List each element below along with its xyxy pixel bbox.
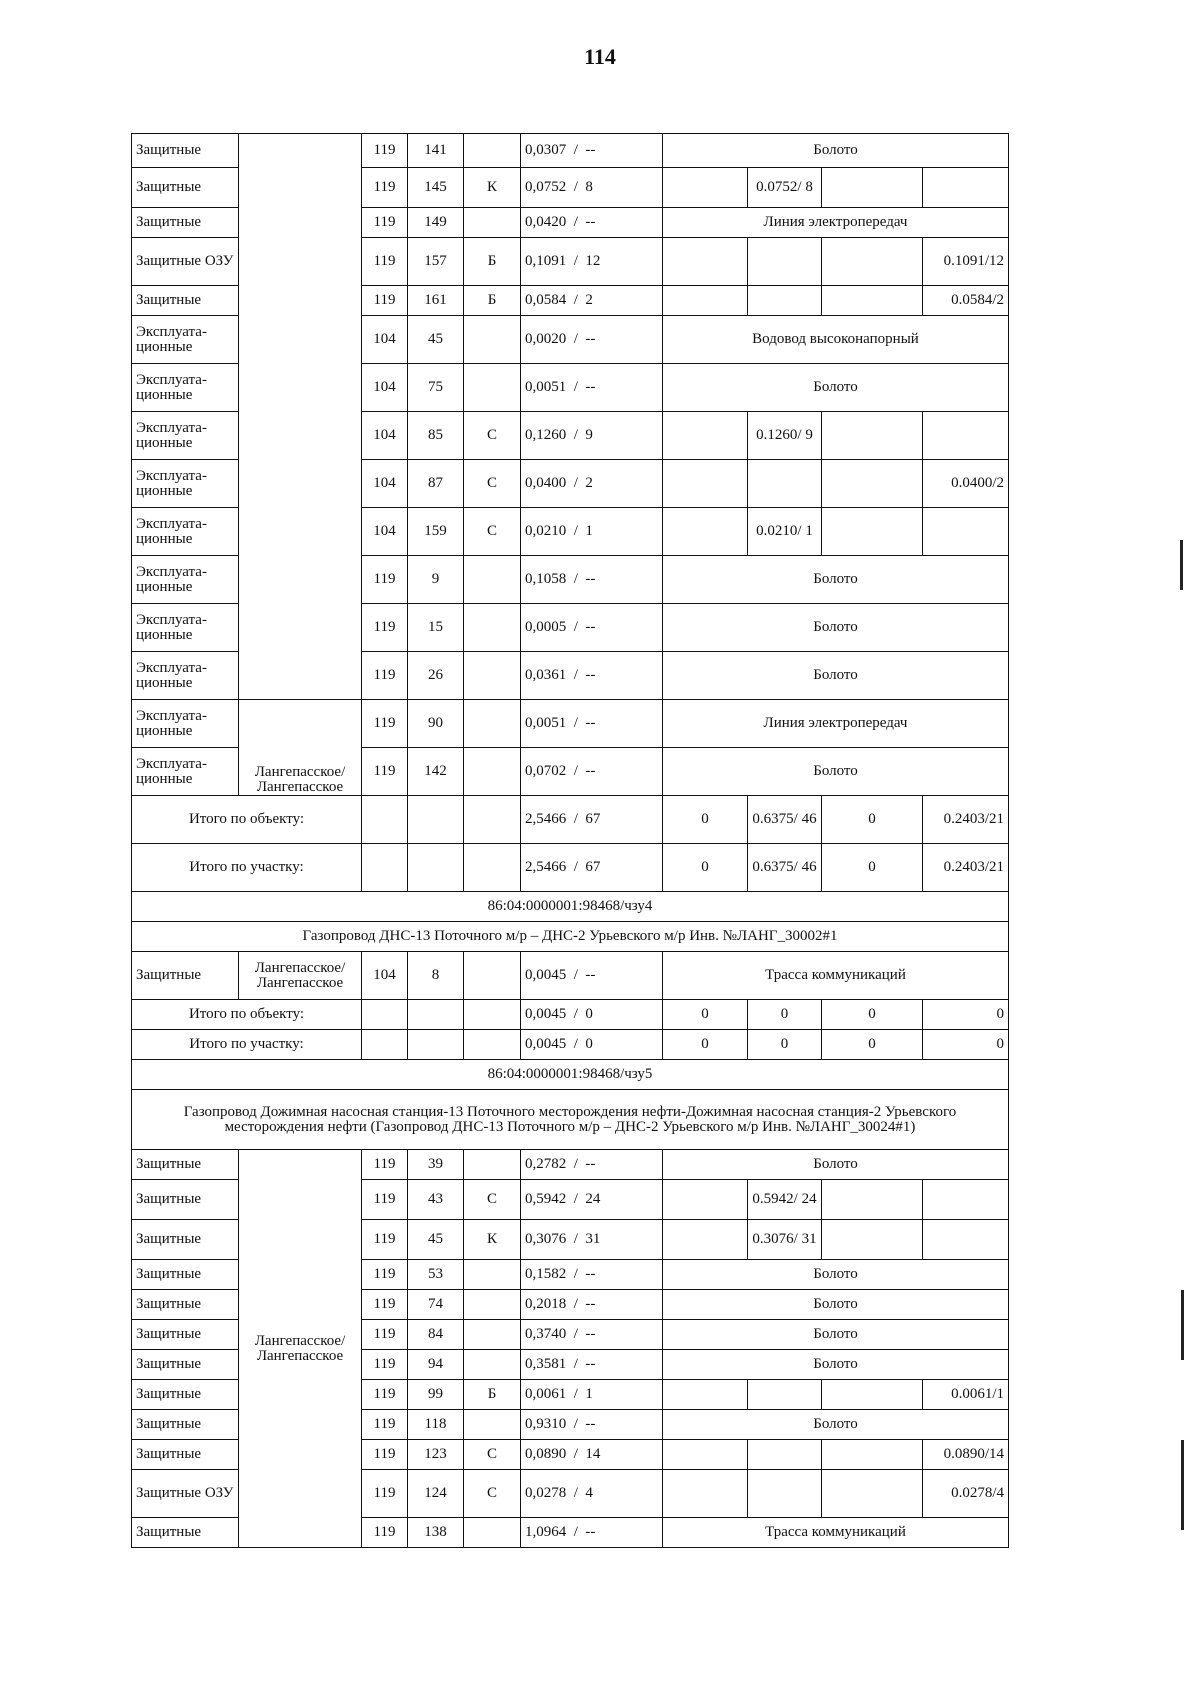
plot-number-cell: 99 <box>408 1380 464 1410</box>
class-cell <box>464 700 521 748</box>
total-area-cell: 0,0045 / 0 <box>521 1030 663 1060</box>
quarter-cell: 119 <box>362 1150 408 1180</box>
quarter-cell: 119 <box>362 604 408 652</box>
empty-cell <box>408 796 464 844</box>
note-cell: Болото <box>663 748 1009 796</box>
category-value-cell <box>663 286 748 316</box>
class-cell: К <box>464 168 521 208</box>
category-value-cell <box>822 286 923 316</box>
category-value-cell <box>663 1220 748 1260</box>
quarter-cell: 119 <box>362 238 408 286</box>
plot-number-cell: 142 <box>408 748 464 796</box>
area-cell: 0,0400 / 2 <box>521 460 663 508</box>
area-cell: 0,3740 / -- <box>521 1320 663 1350</box>
total-value-cell: 0.6375/ 46 <box>748 796 822 844</box>
scan-edge-mark <box>1180 540 1183 590</box>
total-value-cell: 0.2403/21 <box>923 844 1009 892</box>
quarter-cell: 104 <box>362 316 408 364</box>
class-cell <box>464 134 521 168</box>
land-category-cell: Эксплуата-ционные <box>132 604 239 652</box>
cadastral-number: 86:04:0000001:98468/чзу5 <box>132 1060 1009 1090</box>
scan-edge-mark <box>1181 1290 1184 1360</box>
land-category-cell: Защитные <box>132 1440 239 1470</box>
plot-number-cell: 39 <box>408 1150 464 1180</box>
category-value-cell <box>923 508 1009 556</box>
plot-number-cell: 84 <box>408 1320 464 1350</box>
category-value-cell <box>923 168 1009 208</box>
plot-number-cell: 159 <box>408 508 464 556</box>
category-value-cell <box>748 1470 822 1518</box>
quarter-cell: 119 <box>362 652 408 700</box>
empty-cell <box>362 1000 408 1030</box>
area-cell: 0,0005 / -- <box>521 604 663 652</box>
total-row <box>132 1000 1009 1030</box>
quarter-cell: 119 <box>362 700 408 748</box>
plot-number-cell: 94 <box>408 1350 464 1380</box>
note-cell: Трасса коммуникаций <box>663 1518 1009 1548</box>
plot-number-cell: 124 <box>408 1470 464 1518</box>
area-cell: 0,2018 / -- <box>521 1290 663 1320</box>
plot-number-cell: 87 <box>408 460 464 508</box>
land-category-cell: Защитные <box>132 1150 239 1180</box>
total-value-cell: 0 <box>748 1000 822 1030</box>
category-value-cell <box>822 460 923 508</box>
area-cell: 0,0361 / -- <box>521 652 663 700</box>
land-category-cell: Защитные <box>132 1380 239 1410</box>
plot-number-cell: 85 <box>408 412 464 460</box>
class-cell: К <box>464 1220 521 1260</box>
land-category-cell: Защитные ОЗУ <box>132 1470 239 1518</box>
empty-cell <box>408 1030 464 1060</box>
quarter-cell: 119 <box>362 168 408 208</box>
class-cell <box>464 208 521 238</box>
class-cell <box>464 364 521 412</box>
category-value-cell <box>822 1380 923 1410</box>
table-row <box>132 700 1009 748</box>
class-cell: Б <box>464 238 521 286</box>
plot-number-cell: 74 <box>408 1290 464 1320</box>
category-value-cell <box>923 1220 1009 1260</box>
class-cell: С <box>464 460 521 508</box>
total-label: Итого по участку: <box>132 1030 362 1060</box>
object-title: Газопровод Дожимная насосная станция-13 Поточного месторождения нефти-Дожимная насосная станция-2 Урьевского месторождения нефти (Газопровод ДНС-13 Поточного м/р – ДНС-2 Урьевского м/р Инв. №ЛАНГ_30024#1) <box>132 1090 1009 1150</box>
empty-cell <box>464 1000 521 1030</box>
class-cell: С <box>464 1470 521 1518</box>
total-row <box>132 796 1009 844</box>
quarter-cell: 104 <box>362 460 408 508</box>
total-value-cell: 0 <box>822 844 923 892</box>
area-cell: 0,1058 / -- <box>521 556 663 604</box>
class-cell <box>464 1350 521 1380</box>
category-value-cell: 0.0061/1 <box>923 1380 1009 1410</box>
plot-number-cell: 9 <box>408 556 464 604</box>
category-value-cell <box>822 508 923 556</box>
category-value-cell: 0.0210/ 1 <box>748 508 822 556</box>
total-area-cell: 2,5466 / 67 <box>521 796 663 844</box>
total-value-cell: 0.2403/21 <box>923 796 1009 844</box>
class-cell <box>464 1150 521 1180</box>
area-cell: 0,0307 / -- <box>521 134 663 168</box>
land-category-cell: Эксплуата-ционные <box>132 364 239 412</box>
total-value-cell: 0 <box>822 796 923 844</box>
quarter-cell: 104 <box>362 412 408 460</box>
category-value-cell: 0.5942/ 24 <box>748 1180 822 1220</box>
plot-number-cell: 43 <box>408 1180 464 1220</box>
plot-number-cell: 138 <box>408 1518 464 1548</box>
note-cell: Болото <box>663 604 1009 652</box>
total-value-cell: 0 <box>822 1030 923 1060</box>
category-value-cell <box>822 412 923 460</box>
land-category-cell: Защитные <box>132 1320 239 1350</box>
category-value-cell: 0.3076/ 31 <box>748 1220 822 1260</box>
quarter-cell: 119 <box>362 1260 408 1290</box>
quarter-cell: 119 <box>362 1440 408 1470</box>
land-category-cell: Эксплуата-ционные <box>132 460 239 508</box>
class-cell: Б <box>464 1380 521 1410</box>
class-cell <box>464 1410 521 1440</box>
quarter-cell: 104 <box>362 508 408 556</box>
total-area-cell: 0,0045 / 0 <box>521 1000 663 1030</box>
category-value-cell <box>663 1440 748 1470</box>
area-cell: 0,3076 / 31 <box>521 1220 663 1260</box>
category-value-cell <box>822 238 923 286</box>
area-cell: 0,0702 / -- <box>521 748 663 796</box>
category-value-cell <box>748 238 822 286</box>
area-cell: 0,3581 / -- <box>521 1350 663 1380</box>
class-cell: С <box>464 1440 521 1470</box>
category-value-cell <box>748 1440 822 1470</box>
area-cell: 0,0210 / 1 <box>521 508 663 556</box>
land-category-cell: Эксплуата-ционные <box>132 316 239 364</box>
class-cell <box>464 1320 521 1350</box>
plot-number-cell: 45 <box>408 1220 464 1260</box>
class-cell <box>464 604 521 652</box>
area-cell: 0,1260 / 9 <box>521 412 663 460</box>
land-category-cell: Защитные <box>132 1410 239 1440</box>
scan-edge-mark <box>1181 1440 1184 1530</box>
note-cell: Болото <box>663 1150 1009 1180</box>
class-cell <box>464 1260 521 1290</box>
area-cell: 0,0420 / -- <box>521 208 663 238</box>
class-cell: С <box>464 412 521 460</box>
table-row <box>132 952 1009 1000</box>
area-cell: 0,0278 / 4 <box>521 1470 663 1518</box>
class-cell: С <box>464 508 521 556</box>
quarter-cell: 119 <box>362 1518 408 1548</box>
empty-cell <box>362 844 408 892</box>
land-category-cell: Защитные <box>132 952 239 1000</box>
category-value-cell <box>663 1380 748 1410</box>
category-value-cell <box>923 412 1009 460</box>
cadastral-number: 86:04:0000001:98468/чзу4 <box>132 892 1009 922</box>
quarter-cell: 119 <box>362 1380 408 1410</box>
category-value-cell <box>748 286 822 316</box>
land-category-cell: Защитные <box>132 1220 239 1260</box>
land-category-cell: Защитные <box>132 1180 239 1220</box>
plot-number-cell: 8 <box>408 952 464 1000</box>
plot-number-cell: 157 <box>408 238 464 286</box>
total-value-cell: 0 <box>748 1030 822 1060</box>
class-cell: С <box>464 1180 521 1220</box>
land-category-cell: Защитные ОЗУ <box>132 238 239 286</box>
quarter-cell: 119 <box>362 1290 408 1320</box>
class-cell <box>464 952 521 1000</box>
land-category-cell: Эксплуата-ционные <box>132 556 239 604</box>
area-cell: 0,0020 / -- <box>521 316 663 364</box>
empty-cell <box>408 844 464 892</box>
area-cell: 0,0584 / 2 <box>521 286 663 316</box>
area-cell: 0,0061 / 1 <box>521 1380 663 1410</box>
quarter-cell: 119 <box>362 556 408 604</box>
area-cell: 0,0045 / -- <box>521 952 663 1000</box>
category-value-cell: 0.1260/ 9 <box>748 412 822 460</box>
quarter-cell: 119 <box>362 1470 408 1518</box>
empty-cell <box>408 1000 464 1030</box>
quarter-cell: 119 <box>362 208 408 238</box>
category-value-cell: 0.1091/12 <box>923 238 1009 286</box>
plot-number-cell: 75 <box>408 364 464 412</box>
note-cell: Линия электропередач <box>663 208 1009 238</box>
object-title: Газопровод ДНС-13 Поточного м/р – ДНС-2 Урьевского м/р Инв. №ЛАНГ_30002#1 <box>132 922 1009 952</box>
note-cell: Болото <box>663 652 1009 700</box>
category-value-cell: 0.0584/2 <box>923 286 1009 316</box>
land-category-cell: Защитные <box>132 134 239 168</box>
area-cell: 0,0051 / -- <box>521 700 663 748</box>
area-cell: 0,2782 / -- <box>521 1150 663 1180</box>
class-cell <box>464 748 521 796</box>
category-value-cell <box>822 1180 923 1220</box>
note-cell: Водовод высоконапорный <box>663 316 1009 364</box>
category-value-cell: 0.0278/4 <box>923 1470 1009 1518</box>
note-cell: Болото <box>663 364 1009 412</box>
category-value-cell <box>923 1180 1009 1220</box>
plot-number-cell: 53 <box>408 1260 464 1290</box>
quarter-cell: 119 <box>362 1350 408 1380</box>
category-value-cell <box>663 508 748 556</box>
object-title-row <box>132 1090 1009 1150</box>
land-category-cell: Эксплуата-ционные <box>132 700 239 748</box>
quarter-cell: 119 <box>362 286 408 316</box>
empty-cell <box>362 1030 408 1060</box>
category-value-cell <box>663 1180 748 1220</box>
quarter-cell: 104 <box>362 952 408 1000</box>
land-category-cell: Защитные <box>132 286 239 316</box>
category-value-cell <box>822 1220 923 1260</box>
cadastral-number-row <box>132 1060 1009 1090</box>
quarter-cell: 104 <box>362 364 408 412</box>
land-plots-table <box>131 133 1009 1548</box>
plot-number-cell: 123 <box>408 1440 464 1470</box>
quarter-cell: 119 <box>362 748 408 796</box>
land-category-cell: Защитные <box>132 168 239 208</box>
category-value-cell: 0.0400/2 <box>923 460 1009 508</box>
area-cell: 0,0890 / 14 <box>521 1440 663 1470</box>
total-value-cell: 0.6375/ 46 <box>748 844 822 892</box>
land-category-cell: Защитные <box>132 208 239 238</box>
total-value-cell: 0 <box>663 1000 748 1030</box>
total-label: Итого по объекту: <box>132 1000 362 1030</box>
class-cell: Б <box>464 286 521 316</box>
category-value-cell <box>663 238 748 286</box>
category-value-cell <box>663 1470 748 1518</box>
category-value-cell: 0.0890/14 <box>923 1440 1009 1470</box>
total-value-cell: 0 <box>663 796 748 844</box>
plot-number-cell: 145 <box>408 168 464 208</box>
owner-cell: Лангепасское/ Лангепасское <box>239 952 362 1000</box>
category-value-cell <box>663 412 748 460</box>
empty-cell <box>362 796 408 844</box>
total-row <box>132 1030 1009 1060</box>
area-cell: 0,1582 / -- <box>521 1260 663 1290</box>
note-cell: Линия электропередач <box>663 700 1009 748</box>
total-value-cell: 0 <box>923 1000 1009 1030</box>
land-category-cell: Эксплуата-ционные <box>132 652 239 700</box>
category-value-cell <box>822 1440 923 1470</box>
total-row <box>132 844 1009 892</box>
plot-number-cell: 161 <box>408 286 464 316</box>
quarter-cell: 119 <box>362 1320 408 1350</box>
class-cell <box>464 1290 521 1320</box>
plot-number-cell: 15 <box>408 604 464 652</box>
plot-number-cell: 141 <box>408 134 464 168</box>
owner-cell: Лангепасское/ Лангепасское <box>239 1150 362 1548</box>
owner-cell-empty <box>239 134 362 700</box>
note-cell: Болото <box>663 1260 1009 1290</box>
owner-cell: Лангепасское/ Лангепасское <box>239 700 362 796</box>
category-value-cell <box>663 168 748 208</box>
category-value-cell <box>748 1380 822 1410</box>
note-cell: Болото <box>663 134 1009 168</box>
object-title-row <box>132 922 1009 952</box>
plot-number-cell: 90 <box>408 700 464 748</box>
empty-cell <box>464 1030 521 1060</box>
land-category-cell: Защитные <box>132 1260 239 1290</box>
empty-cell <box>464 844 521 892</box>
class-cell <box>464 556 521 604</box>
area-cell: 0,0051 / -- <box>521 364 663 412</box>
area-cell: 0,1091 / 12 <box>521 238 663 286</box>
total-value-cell: 0 <box>663 844 748 892</box>
plot-number-cell: 118 <box>408 1410 464 1440</box>
land-category-cell: Защитные <box>132 1290 239 1320</box>
note-cell: Болото <box>663 1350 1009 1380</box>
total-label: Итого по участку: <box>132 844 362 892</box>
category-value-cell: 0.0752/ 8 <box>748 168 822 208</box>
class-cell <box>464 316 521 364</box>
table-row <box>132 1150 1009 1180</box>
plot-number-cell: 45 <box>408 316 464 364</box>
note-cell: Болото <box>663 1410 1009 1440</box>
land-category-cell: Защитные <box>132 1350 239 1380</box>
class-cell <box>464 1518 521 1548</box>
empty-cell <box>464 796 521 844</box>
total-value-cell: 0 <box>923 1030 1009 1060</box>
category-value-cell <box>748 460 822 508</box>
area-cell: 0,9310 / -- <box>521 1410 663 1440</box>
land-category-cell: Защитные <box>132 1518 239 1548</box>
note-cell: Болото <box>663 1290 1009 1320</box>
total-label: Итого по объекту: <box>132 796 362 844</box>
table-row <box>132 134 1009 168</box>
category-value-cell <box>822 1470 923 1518</box>
total-value-cell: 0 <box>822 1000 923 1030</box>
quarter-cell: 119 <box>362 1180 408 1220</box>
plot-number-cell: 149 <box>408 208 464 238</box>
note-cell: Болото <box>663 1320 1009 1350</box>
note-cell: Трасса коммуникаций <box>663 952 1009 1000</box>
area-cell: 0,5942 / 24 <box>521 1180 663 1220</box>
land-category-cell: Эксплуата-ционные <box>132 748 239 796</box>
class-cell <box>464 652 521 700</box>
total-value-cell: 0 <box>663 1030 748 1060</box>
category-value-cell <box>663 460 748 508</box>
land-category-cell: Эксплуата-ционные <box>132 412 239 460</box>
cadastral-number-row <box>132 892 1009 922</box>
quarter-cell: 119 <box>362 1220 408 1260</box>
category-value-cell <box>822 168 923 208</box>
land-category-cell: Эксплуата-ционные <box>132 508 239 556</box>
note-cell: Болото <box>663 556 1009 604</box>
plot-number-cell: 26 <box>408 652 464 700</box>
area-cell: 0,0752 / 8 <box>521 168 663 208</box>
quarter-cell: 119 <box>362 1410 408 1440</box>
total-area-cell: 2,5466 / 67 <box>521 844 663 892</box>
quarter-cell: 119 <box>362 134 408 168</box>
page-number: 114 <box>584 44 616 69</box>
area-cell: 1,0964 / -- <box>521 1518 663 1548</box>
